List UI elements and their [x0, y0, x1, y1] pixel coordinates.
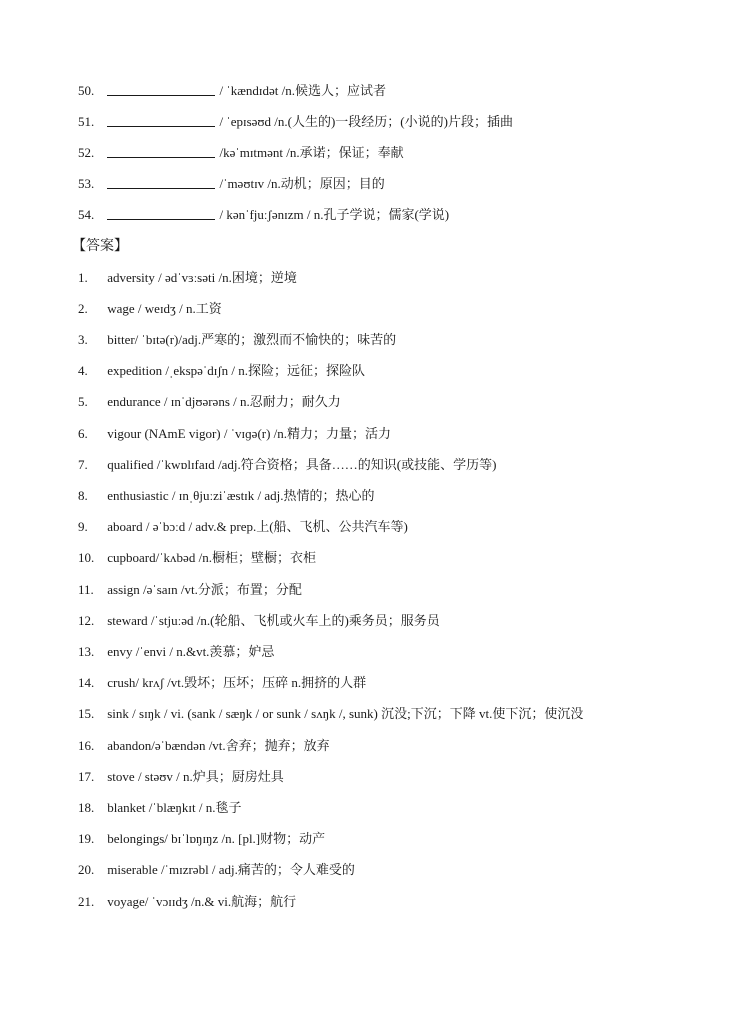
answer-item — [78, 455, 496, 475]
question-number: 53. — [78, 176, 95, 191]
question-item — [78, 143, 404, 163]
answer-number: 5. — [78, 394, 88, 409]
question-number: 50. — [78, 83, 95, 98]
answer-number: 19. — [78, 831, 95, 846]
question-item — [78, 205, 449, 225]
answer-text: enthusiastic / ɪnˌθjuːziˈæstɪk / adj.热情的；热心的 — [107, 488, 375, 503]
answer-text: qualified /ˈkwɒlɪfaɪd /adj.符合资格；具备……的知识(或技能、学历等) — [107, 457, 497, 472]
answer-blank[interactable] — [107, 83, 215, 96]
answer-item — [78, 580, 302, 600]
question-definition: /ˈməʊtɪv /n.动机；原因；目的 — [219, 176, 385, 191]
question-item — [78, 81, 386, 101]
question-definition: / ˈkændɪdət /n.候选人；应试者 — [219, 83, 386, 98]
answer-blank[interactable] — [107, 207, 215, 220]
answer-number: 4. — [78, 363, 88, 378]
answer-number: 15. — [78, 706, 95, 721]
answer-text: steward /ˈstjuːəd /n.(轮船、飞机或火车上的)乘务员；服务员 — [107, 613, 440, 628]
answer-number: 1. — [78, 270, 88, 285]
question-number: 52. — [78, 145, 95, 160]
answer-text: cupboard/ˈkʌbəd /n.橱柜；壁橱；衣柜 — [107, 550, 316, 565]
answer-number: 16. — [78, 738, 95, 753]
question-definition: /kəˈmɪtmənt /n.承诺；保证；奉献 — [219, 145, 404, 160]
answer-text: aboard / əˈbɔːd / adv.& prep.上(船、飞机、公共汽车等) — [107, 519, 408, 534]
answer-item — [78, 798, 242, 818]
answer-text: vigour (NAmE vigor) / ˈvɪɡə(r) /n.精力；力量；活力 — [107, 426, 392, 441]
answer-text: sink / sɪŋk / vi. (sank / sæŋk / or sunk / sʌŋk /, sunk) 沉没;下沉；下降 vt.使下沉；使沉没 — [107, 706, 584, 721]
answer-text: abandon/əˈbændən /vt.舍弃；抛弃；放弃 — [107, 738, 330, 753]
answer-number: 17. — [78, 769, 95, 784]
question-number: 51. — [78, 114, 95, 129]
answer-header: 【答案】 — [72, 238, 128, 254]
answer-number: 21. — [78, 894, 95, 909]
answer-number: 3. — [78, 332, 88, 347]
answer-text: adversity / ədˈvɜːsəti /n.困境；逆境 — [107, 270, 297, 285]
answer-item — [78, 392, 341, 412]
answer-item — [78, 486, 375, 506]
question-definition: / kənˈfjuːʃənɪzm / n.孔子学说；儒家(学说) — [219, 207, 450, 222]
answer-number: 18. — [78, 800, 95, 815]
answer-blank[interactable] — [107, 176, 215, 189]
answer-text: envy /ˈenvi / n.&vt.羡慕；妒忌 — [107, 644, 275, 659]
answer-text: endurance / ɪnˈdjʊərəns / n.忍耐力；耐久力 — [107, 394, 341, 409]
answer-text: assign /əˈsaɪn /vt.分派；布置；分配 — [107, 582, 302, 597]
answer-item — [78, 548, 316, 568]
answer-item — [78, 517, 408, 537]
answer-item — [78, 330, 396, 350]
answer-item — [78, 268, 297, 288]
answer-number: 14. — [78, 675, 95, 690]
question-item — [78, 174, 385, 194]
answer-item — [78, 673, 366, 693]
answer-number: 7. — [78, 457, 88, 472]
answer-text: miserable /ˈmɪzrəbl / adj.痛苦的；令人难受的 — [107, 862, 355, 877]
answer-text: bitter/ ˈbɪtə(r)/adj.严寒的；激烈而不愉快的；味苦的 — [107, 332, 397, 347]
answer-number: 2. — [78, 301, 88, 316]
answer-number: 6. — [78, 426, 88, 441]
answer-item — [78, 860, 355, 880]
answer-text: expedition /ˌekspəˈdɪʃn / n.探险；远征；探险队 — [107, 363, 366, 378]
answer-number: 20. — [78, 862, 95, 877]
answer-item — [78, 611, 440, 631]
answer-item — [78, 892, 296, 912]
answer-item — [78, 361, 365, 381]
answer-item — [78, 424, 391, 444]
answer-number: 11. — [78, 582, 94, 597]
answer-item — [78, 642, 274, 662]
answer-item — [78, 829, 325, 849]
question-definition: / ˈepɪsəʊd /n.(人生的)一段经历；(小说的)片段；插曲 — [219, 114, 513, 129]
question-number: 54. — [78, 207, 95, 222]
answer-text: crush/ krʌʃ /vt.毁坏；压坏；压碎 n.拥挤的人群 — [107, 675, 367, 690]
answer-text: stove / stəʊv / n.炉具；厨房灶具 — [107, 769, 284, 784]
question-item — [78, 112, 513, 132]
answer-text: voyage/ ˈvɔɪɪdʒ /n.& vi.航海；航行 — [107, 894, 297, 909]
answer-number: 13. — [78, 644, 95, 659]
answer-number: 12. — [78, 613, 95, 628]
answer-item — [78, 767, 284, 787]
answer-number: 10. — [78, 550, 95, 565]
answer-item — [78, 704, 583, 724]
answer-number: 8. — [78, 488, 88, 503]
answer-item — [78, 299, 222, 319]
answer-blank[interactable] — [107, 145, 215, 158]
answer-blank[interactable] — [107, 114, 215, 127]
answer-text: blanket /ˈblæŋkɪt / n.毯子 — [107, 800, 242, 815]
answer-text: wage / weɪdʒ / n.工资 — [107, 301, 222, 316]
answer-text: belongings/ bɪˈlɒŋɪŋz /n. [pl.]财物；动产 — [107, 831, 326, 846]
answer-item — [78, 736, 330, 756]
answer-number: 9. — [78, 519, 88, 534]
